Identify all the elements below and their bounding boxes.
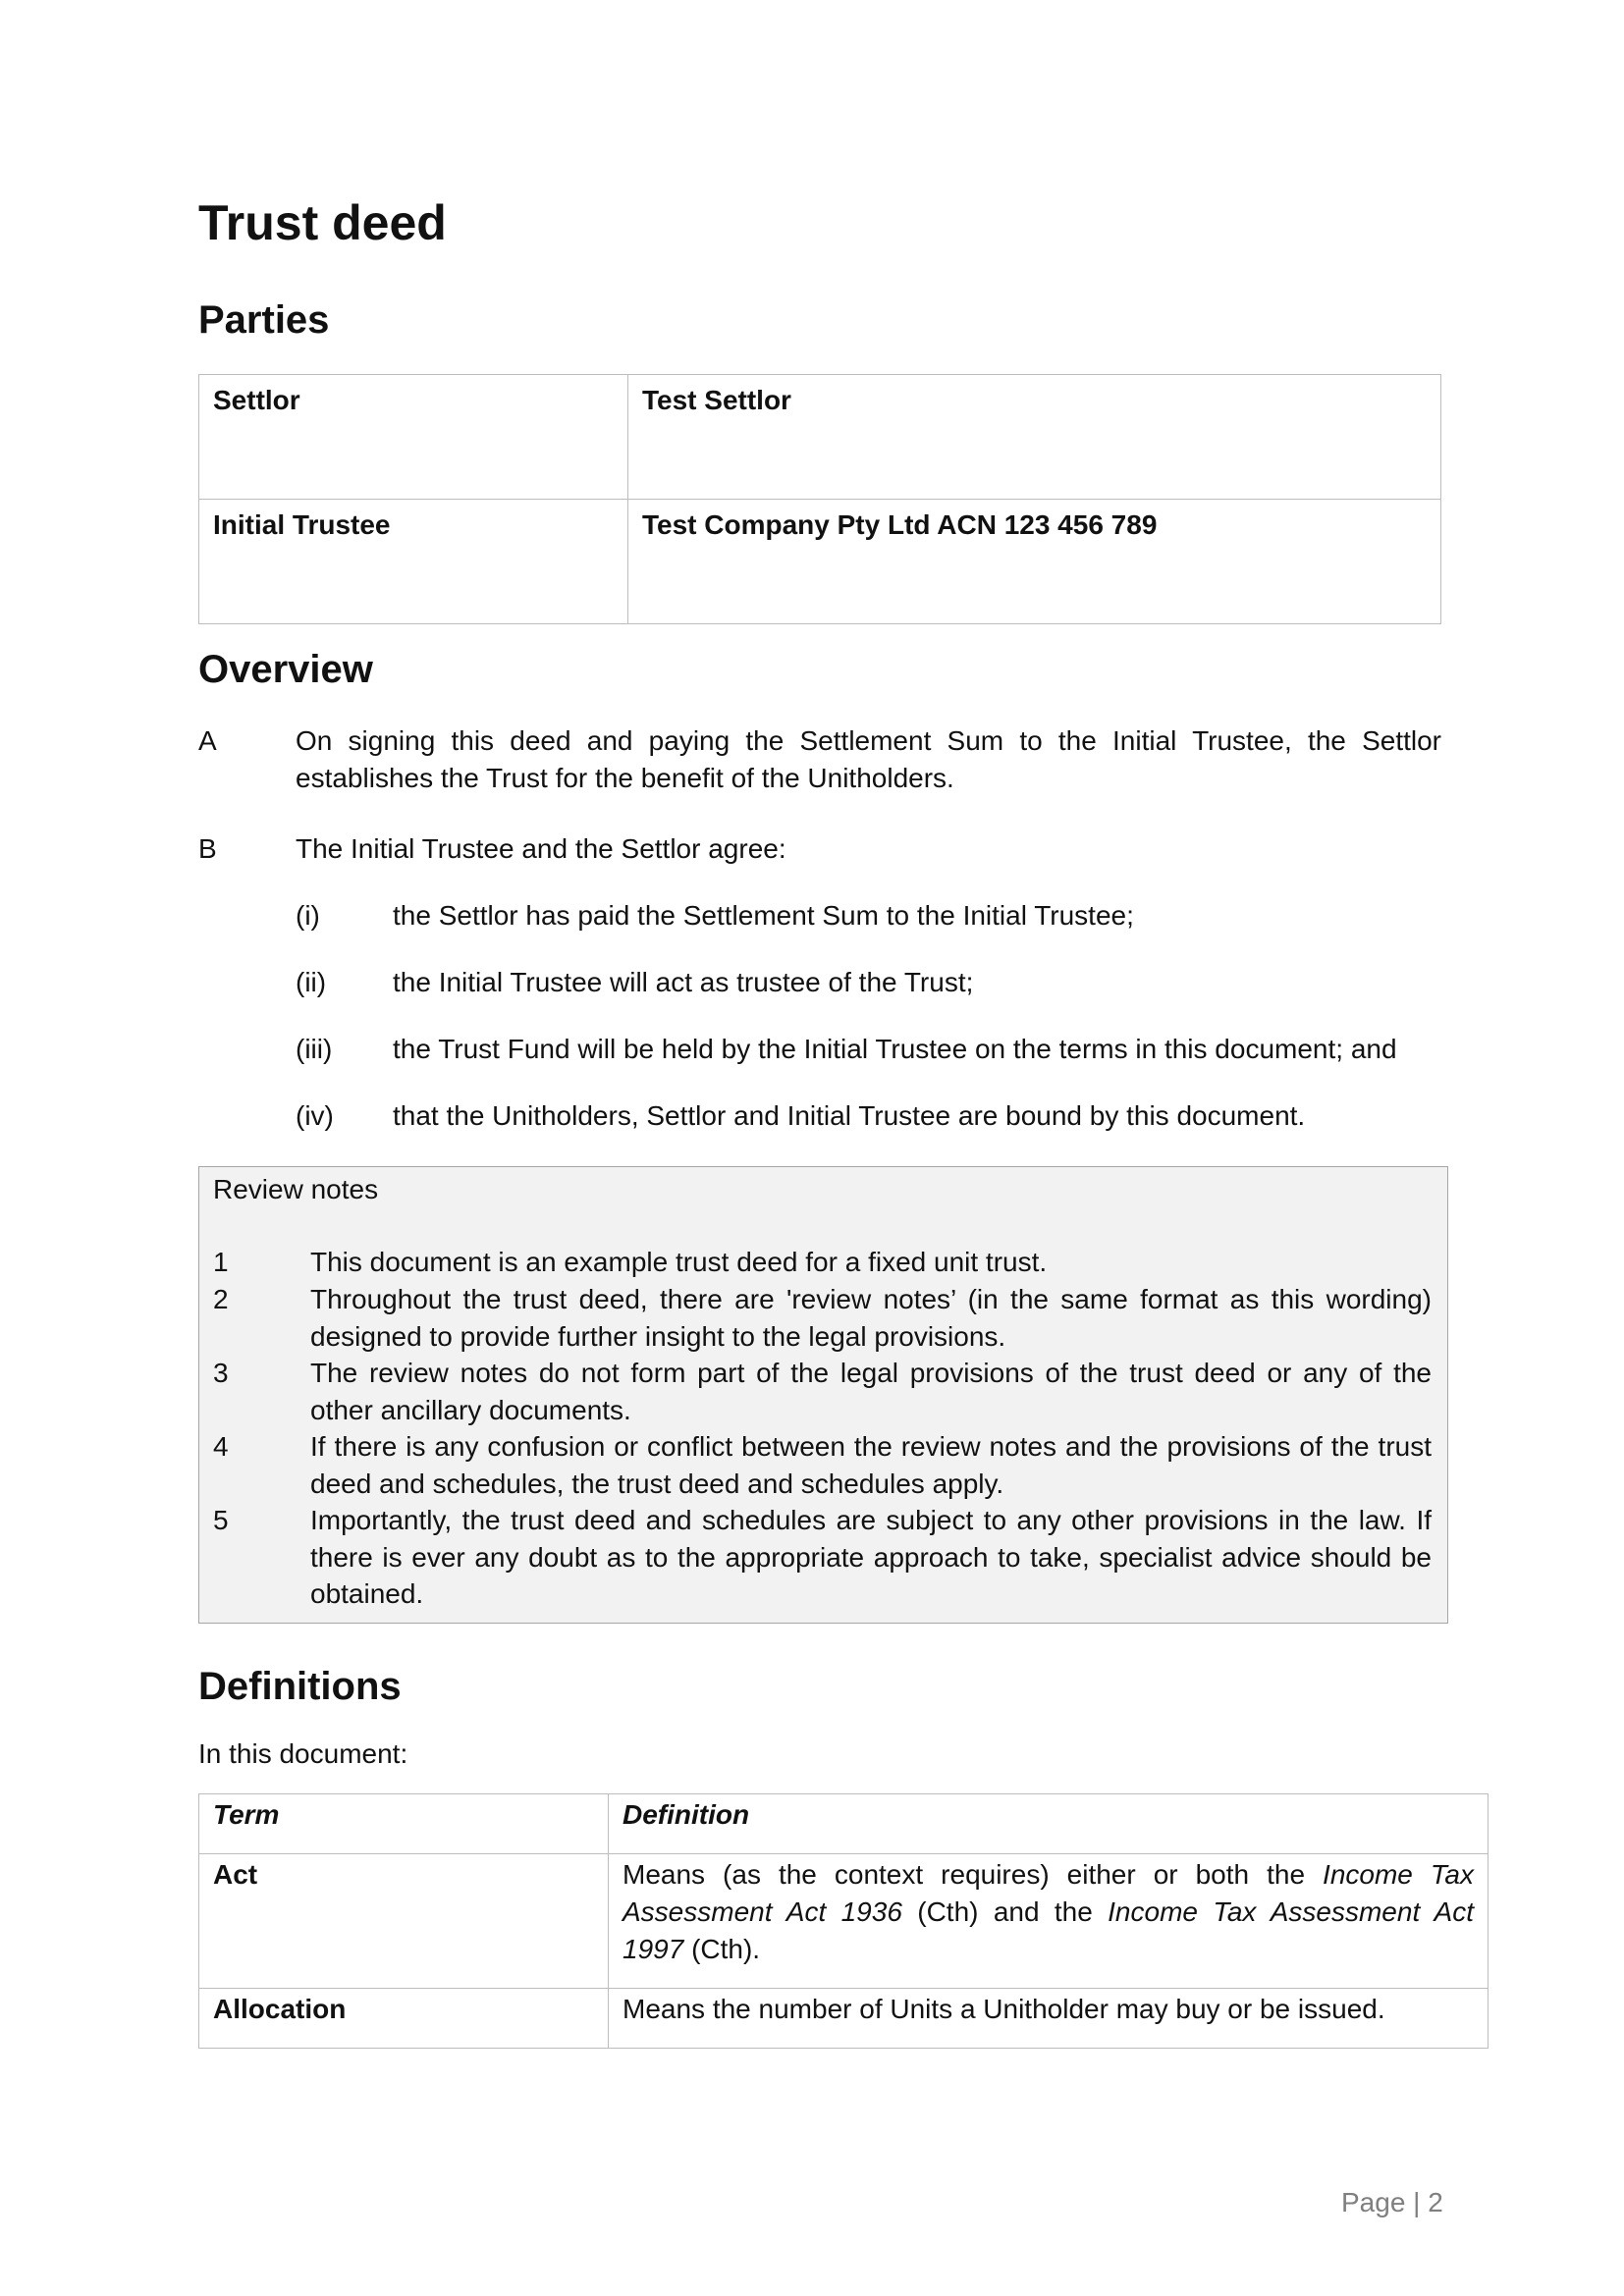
definition-text-part: (Cth) and the: [901, 1896, 1109, 1927]
note-number: 2: [213, 1284, 229, 1314]
party-row-settlor: [199, 375, 1441, 500]
subitem-text: the Settlor has paid the Settlement Sum to the Initial Trustee;: [393, 900, 1134, 931]
subitem-label: (ii): [296, 967, 327, 997]
parties-heading: Parties: [198, 298, 330, 342]
recital-text: On signing this deed and paying the Settlement Sum to the Initial Trustee, the Settlor establishes the Trust for the benefit of the Unitholders.: [296, 725, 1441, 793]
page-number: Page | 2: [1341, 2187, 1443, 2217]
subitem-label: (i): [296, 900, 320, 931]
note-number: 3: [213, 1358, 229, 1388]
note-number: 1: [213, 1247, 229, 1277]
definitions-header-row: [199, 1794, 1489, 1854]
definition-text: Means the number of Units a Unitholder may buy or be issued.: [609, 1989, 1489, 2049]
subitem-text: that the Unitholders, Settlor and Initial Trustee are bound by this document.: [393, 1100, 1306, 1131]
definition-term: Act: [199, 1854, 609, 1989]
subitem-text: the Trust Fund will be held by the Initial Trustee on the terms in this document; and: [393, 1034, 1397, 1064]
document-title: Trust deed: [198, 195, 447, 250]
subitem-label: (iv): [296, 1100, 334, 1131]
party-row-initial-trustee: [199, 500, 1441, 624]
party-name: Test Settlor: [628, 375, 1441, 500]
statute-name: Income Tax Assessment Act 1997: [623, 1896, 1474, 1964]
term-column-header: Term: [199, 1794, 609, 1854]
parties-table: [198, 374, 1441, 624]
party-name: Test Company Pty Ltd ACN 123 456 789: [628, 500, 1441, 624]
definition-column-header: Definition: [609, 1794, 1489, 1854]
overview-heading: Overview: [198, 648, 373, 691]
note-number: 4: [213, 1431, 229, 1462]
definition-text-part: Means (as the context requires) either or both the: [623, 1859, 1324, 1890]
note-number: 5: [213, 1505, 229, 1535]
note-text: If there is any confusion or conflict between the review notes and the provisions of the trust deed and schedules, the trust deed and schedules apply.: [310, 1431, 1432, 1499]
definition-text: [609, 1854, 1489, 1989]
note-text: The review notes do not form part of the legal provisions of the trust deed or any of the other ancillary documents.: [310, 1358, 1432, 1425]
statute-name: Income Tax Assessment Act 1936: [623, 1859, 1474, 1927]
review-notes-box: [198, 1166, 1448, 1624]
recital-label: A: [198, 725, 217, 756]
note-text: This document is an example trust deed for a fixed unit trust.: [310, 1247, 1048, 1277]
definition-row-allocation: [199, 1989, 1489, 2049]
definitions-intro: In this document:: [198, 1738, 408, 1769]
definition-row-act: [199, 1854, 1489, 1989]
definition-term: Allocation: [199, 1989, 609, 2049]
definitions-heading: Definitions: [198, 1665, 402, 1708]
recital-label: B: [198, 833, 217, 864]
note-text: Throughout the trust deed, there are 'review notes’ (in the same format as this wording) designed to provide further insight to the legal provisions.: [310, 1284, 1432, 1352]
subitem-label: (iii): [296, 1034, 333, 1064]
recital-text: The Initial Trustee and the Settlor agree:: [296, 833, 786, 864]
definition-text-part: (Cth).: [683, 1934, 761, 1964]
party-role: Settlor: [199, 375, 628, 500]
definitions-table: [198, 1793, 1489, 2049]
subitem-text: the Initial Trustee will act as trustee of the Trust;: [393, 967, 974, 997]
review-notes-title: Review notes: [213, 1174, 379, 1204]
party-role: Initial Trustee: [199, 500, 628, 624]
note-text: Importantly, the trust deed and schedules are subject to any other provisions in the law. If there is ever any doubt as to the appropriate approach to take, specialist advice should be obtained.: [310, 1505, 1432, 1609]
